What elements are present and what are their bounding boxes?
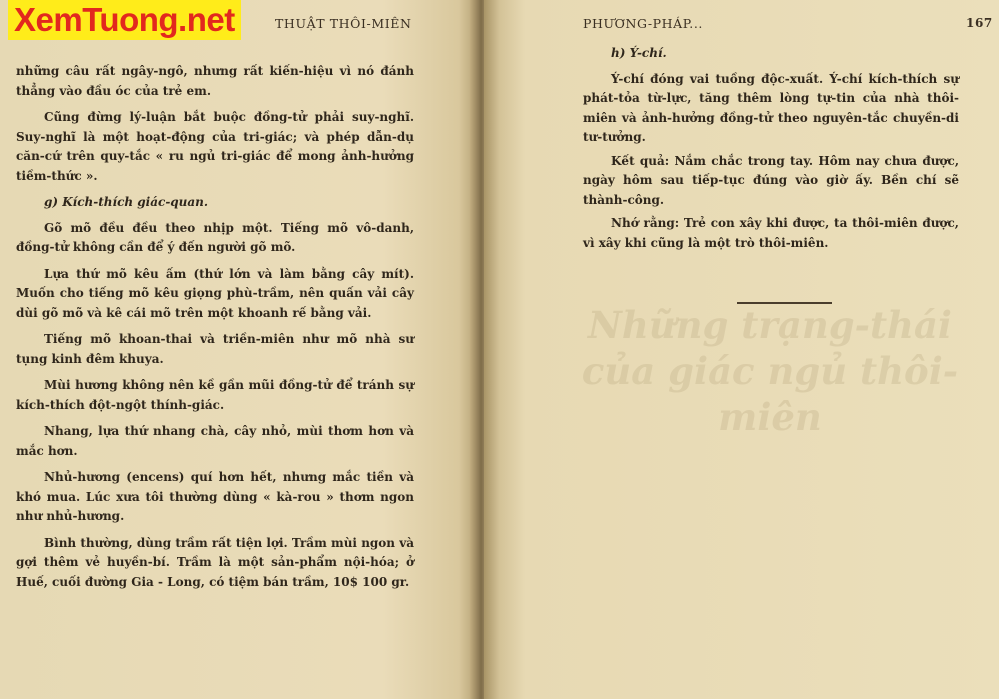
right-page-text (583, 44, 959, 257)
paragraph: Tiếng mõ khoan-thai và triền-miên như mõ nhà sư tụng kinh đêm khuya. (16, 332, 414, 366)
paragraph: Mùi hương không nên kề gần mũi đồng-tử để tránh sự kích-thích đột-ngột thính-giác. (16, 378, 414, 412)
section-heading: g) Kích-thích giác-quan. (44, 195, 209, 209)
paragraph: Nhủ-hương (encens) quí hơn hết, nhưng mắc tiền và khó mua. Lúc xưa tôi thường dùng « kà-rou » thơm ngon như nhủ-hương. (16, 470, 414, 523)
page-number: 167 (966, 16, 993, 30)
right-running-title: PHƯƠNG-PHÁP... (583, 16, 704, 31)
paragraph: Cũng đừng lý-luận bắt buộc đồng-tử phải suy-nghĩ. Suy-nghĩ là một hoạt-động của tri-giác; và phép dẫn-dụ căn-cứ trên quy-tắc « ru ngủ tri-giác để mong ảnh-hưởng tiềm-thức ». (16, 110, 414, 183)
paragraph: Gõ mõ đều đều theo nhịp một. Tiếng mõ vô-danh, đồng-tử không cần để ý đến người gõ mõ. (16, 220, 414, 254)
left-running-title: THUẬT THÔI-MIÊN (275, 16, 412, 31)
site-watermark: XemTuong.net (8, 0, 241, 40)
paragraph: Lựa thứ mõ kêu ấm (thứ lớn và làm bằng cây mít). Muốn cho tiếng mõ kêu giọng phù-trầm, nên quấn vải cây dùi gõ mõ và kê cái mõ trên một khoanh rế bằng vải. (16, 266, 414, 320)
section-heading: h) Ý-chí. (611, 46, 667, 60)
left-page (0, 0, 478, 699)
left-page-text (16, 62, 414, 599)
show-through-title: Những trạng-thái của giác ngủ thôi-miên (581, 303, 959, 439)
paragraph: những câu rất ngây-ngô, nhưng rất kiến-hiệu vì nó đánh thẳng vào đầu óc của trẻ em. (16, 64, 414, 98)
paragraph: Ý-chí đóng vai tuồng độc-xuất. Ý-chí kích-thích sự phát-tỏa từ-lực, tăng thêm lòng tự-tin của nhà thôi-miên và ảnh-hưởng đồng-tử theo nguyên-tắc chuyền-di tư-tưởng. (583, 71, 959, 144)
paragraph: Kết quả: Nắm chắc trong tay. Hôm nay chưa được, ngày hôm sau tiếp-tục đúng vào giờ ấy. Bền chí sẽ thành-công. (583, 153, 959, 207)
paragraph: Nhớ rằng: Trẻ con xây khi được, ta thôi-miên được, vì xây khi cũng là một trò thôi-miên. (583, 216, 959, 250)
paragraph: Bình thường, dùng trầm rất tiện lợi. Trầm mùi ngon và gợi thêm vẻ huyền-bí. Trầm là một sản-phẩm nội-hóa; ở Huế, cuối đường Gia - Long, có tiệm bán trầm, 10$ 100 gr. (16, 535, 414, 589)
paragraph: Nhang, lựa thứ nhang chà, cây nhỏ, mùi thơm hơn và mắc hơn. (16, 424, 414, 458)
